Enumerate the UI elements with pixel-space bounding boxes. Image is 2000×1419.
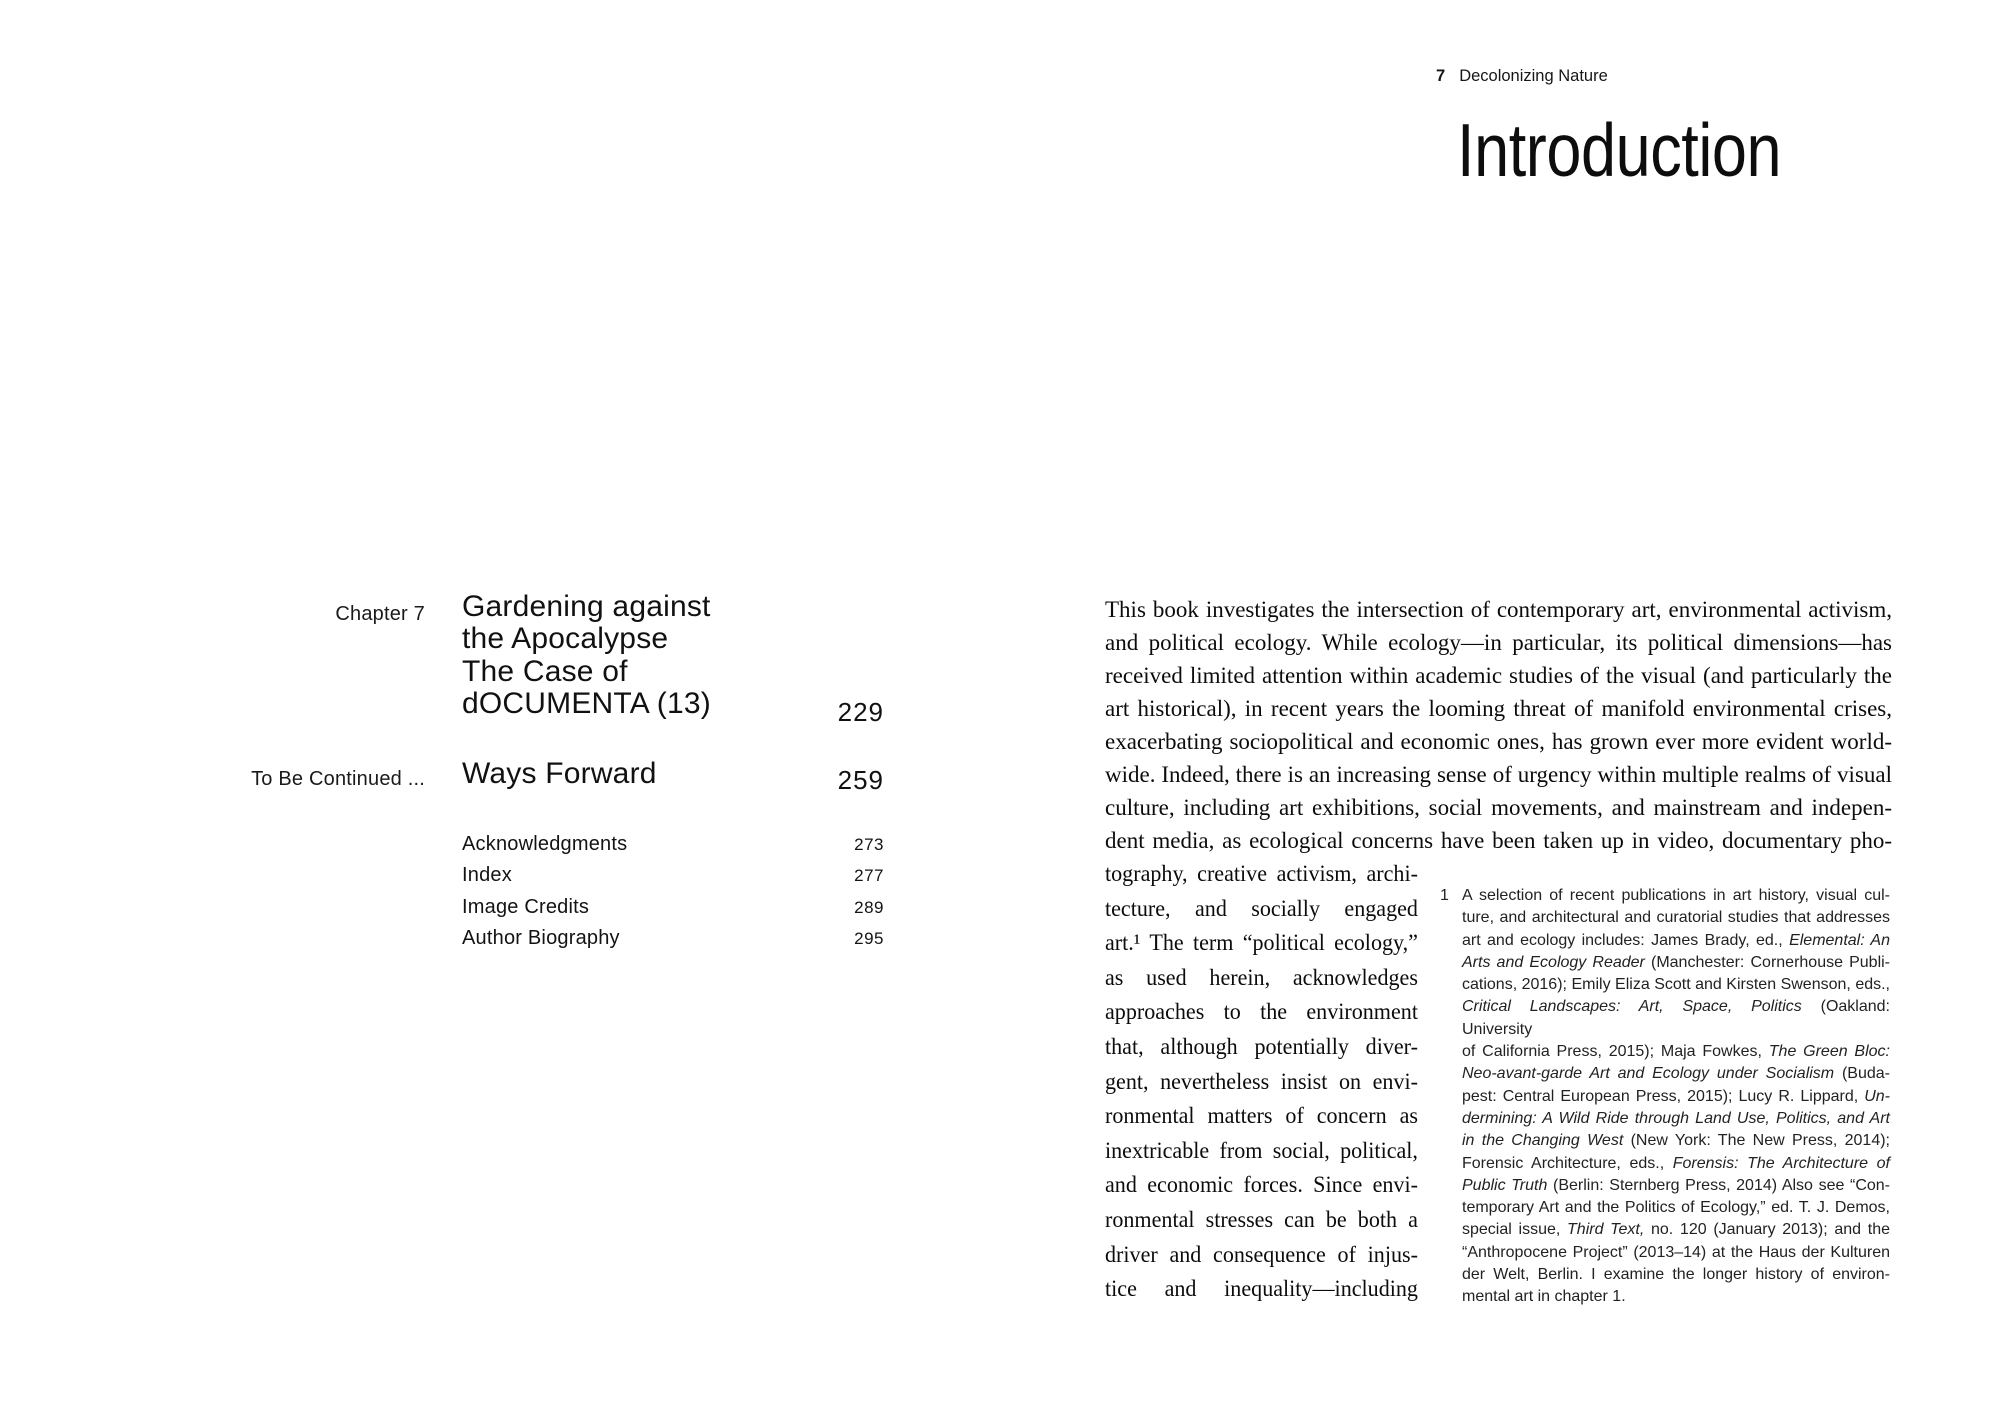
footnote-line	[1462, 1197, 1890, 1219]
backmatter-page-number: 277	[854, 866, 884, 885]
backmatter-page-number: 289	[854, 898, 884, 917]
footnote-marker: 1	[1440, 887, 1449, 904]
footnote-segment: A selection of recent publications in art history, visual cul-	[1462, 887, 1890, 904]
body-text-line: driver and consequence of injus-	[1105, 1241, 1418, 1267]
footnote-segment: (Berlin: Sternberg Press, 2014) Also see “Con-	[1547, 1176, 1890, 1194]
body-text-line: ronmental matters of concern as	[1105, 1103, 1418, 1129]
body-text-line: art historical), in recent years the looming threat of manifold environmental crises,	[1105, 696, 1892, 721]
footnote-segment: (Buda-	[1834, 1065, 1891, 1083]
footnote-italic-segment: The Green Bloc:	[1768, 1043, 1890, 1061]
body-text-line: that, although potentially diver-	[1105, 1033, 1418, 1059]
body-text-line: tecture, and socially engaged	[1105, 895, 1418, 921]
body-text-line: tice and inequality—including	[1105, 1276, 1418, 1302]
backmatter-title: Image Credits	[462, 896, 590, 918]
footnote-italic-segment: Neo-avant-garde Art and Ecology under Socialism	[1462, 1065, 1835, 1083]
footnote-italic-segment: dermining: A Wild Ride through Land Use, Politics, and Art	[1462, 1109, 1890, 1127]
footnote-segment: mental art in chapter 1.	[1462, 1288, 1626, 1306]
footnote-line	[1462, 1130, 1890, 1152]
footnote-line	[1462, 1041, 1890, 1063]
footnote-segment: art and ecology includes: James Brady, ed.,	[1462, 931, 1790, 949]
chapter-label: Chapter 7	[335, 603, 425, 625]
backmatter-row	[462, 896, 884, 919]
chapter-title-line: Gardening against	[462, 590, 711, 623]
body-text-line: and economic forces. Since envi-	[1105, 1172, 1418, 1198]
folio-page-number: 7	[1436, 67, 1446, 85]
body-text-line: exacerbating sociopolitical and economic ones, has grown ever more evident world-	[1105, 729, 1892, 754]
chapter-title-line: dOCUMENTA (13)	[462, 687, 711, 721]
body-text-line: ronmental stresses can be both a	[1105, 1206, 1418, 1232]
footnote-segment: der Welt, Berlin. I examine the longer history of environ-	[1462, 1266, 1890, 1284]
footnote-segment: temporary Art and the Politics of Ecology,” ed. T. J. Demos,	[1462, 1199, 1890, 1217]
body-text-line: wide. Indeed, there is an increasing sense of urgency within multiple realms of visual	[1105, 762, 1892, 787]
body-text-line: art.¹ The term “political ecology,”	[1105, 930, 1418, 956]
footnote-line	[1462, 907, 1890, 929]
footnote-line	[1462, 1264, 1890, 1286]
footnote-line	[1462, 1063, 1890, 1085]
footnote-segment: no. 120 (January 2013); and the	[1644, 1221, 1890, 1239]
chapter-title-line: The Case of	[462, 654, 628, 688]
footnote-line	[1462, 930, 1890, 952]
footnote-segment: “Anthropocene Project” (2013–14) at the Haus der Kulturen	[1462, 1243, 1890, 1261]
footnote-line	[1462, 1286, 1890, 1308]
footnote-italic-segment: Forensis: The Architecture of	[1672, 1154, 1890, 1172]
chapter-title-line: Ways Forward	[462, 757, 657, 790]
backmatter-page-number: 295	[854, 929, 884, 948]
chapter-page-number: 229	[837, 697, 884, 727]
backmatter-title: Author Biography	[462, 927, 620, 949]
footnote-line	[1462, 1153, 1890, 1175]
chapter-label: To Be Continued ...	[251, 768, 425, 790]
body-text-line: approaches to the environment	[1105, 999, 1418, 1025]
footnote-line	[1462, 952, 1890, 974]
chapter-page-number: 259	[837, 765, 884, 795]
footnote-italic-segment: Critical Landscapes: Art, Space, Politics	[1462, 998, 1802, 1016]
footnote-line	[1462, 1175, 1890, 1197]
footnote-line	[1462, 1108, 1890, 1130]
body-text-line: dent media, as ecological concerns have been taken up in video, documentary pho-	[1105, 828, 1892, 853]
backmatter-page-number: 273	[854, 835, 884, 854]
footnote-segment: of California Press, 2015); Maja Fowkes,	[1462, 1043, 1769, 1061]
running-head	[1436, 67, 1608, 86]
body-text-line: received limited attention within academic studies of the visual (and particularly the	[1105, 663, 1892, 688]
body-text-line: and political ecology. While ecology—in particular, its political dimensions—has	[1105, 630, 1892, 655]
backmatter-title: Acknowledgments	[462, 833, 628, 855]
footnote-segment: cations, 2016); Emily Eliza Scott and Kirsten Swenson, eds.,	[1462, 976, 1890, 994]
footnote-line	[1462, 1219, 1890, 1241]
footnote-italic-segment: Un-	[1864, 1087, 1890, 1105]
body-paragraph-narrow-column	[1105, 857, 1418, 1307]
footnote-italic-segment: in the Changing West	[1462, 1132, 1624, 1150]
body-text-line: culture, including art exhibitions, social movements, and mainstream and indepen-	[1105, 795, 1892, 820]
backmatter-row	[462, 864, 884, 887]
footnote-italic-segment: Elemental: An	[1789, 931, 1890, 949]
footnote-segment: pest: Central European Press, 2015); Lucy R. Lippard,	[1462, 1087, 1865, 1105]
footnote-line	[1462, 996, 1890, 1041]
footnote	[1440, 885, 1890, 1309]
footnote-italic-segment: Arts and Ecology Reader	[1462, 953, 1645, 971]
footnote-line	[1462, 1242, 1890, 1264]
body-text-line: inextricable from social, political,	[1105, 1137, 1418, 1163]
chapter-title-line: the Apocalypse	[462, 622, 669, 656]
footnote-segment: special issue,	[1462, 1221, 1568, 1239]
running-head-title: Decolonizing Nature	[1459, 67, 1608, 85]
backmatter-row	[462, 833, 884, 856]
footnote-italic-segment: Third Text,	[1567, 1221, 1645, 1239]
footnote-line	[1462, 885, 1890, 907]
chapter-heading: Introduction	[1457, 108, 1782, 192]
footnote-segment: ture, and architectural and curatorial studies that addresses	[1462, 909, 1890, 927]
footnote-segment: (New York: The New Press, 2014);	[1623, 1132, 1891, 1150]
footnote-segment: Forensic Architecture, eds.,	[1462, 1154, 1673, 1172]
body-text-line: gent, nevertheless insist on envi-	[1105, 1068, 1418, 1094]
body-text-line: tography, creative activism, archi-	[1105, 861, 1418, 886]
footnote-segment: (Manchester: Cornerhouse Publi-	[1644, 953, 1891, 971]
footnote-line	[1462, 974, 1890, 996]
body-paragraph-full-width	[1105, 593, 1892, 857]
body-text-line: This book investigates the intersection of contemporary art, environmental activism,	[1105, 597, 1892, 622]
backmatter-title: Index	[462, 864, 512, 886]
footnote-text	[1462, 885, 1890, 1309]
footnote-italic-segment: Public Truth	[1462, 1176, 1548, 1194]
footnote-line	[1462, 1086, 1890, 1108]
body-text-line: as used herein, acknowledges	[1105, 964, 1418, 990]
backmatter-row	[462, 927, 884, 950]
footnote-segment: (Oakland: University	[1462, 998, 1891, 1038]
